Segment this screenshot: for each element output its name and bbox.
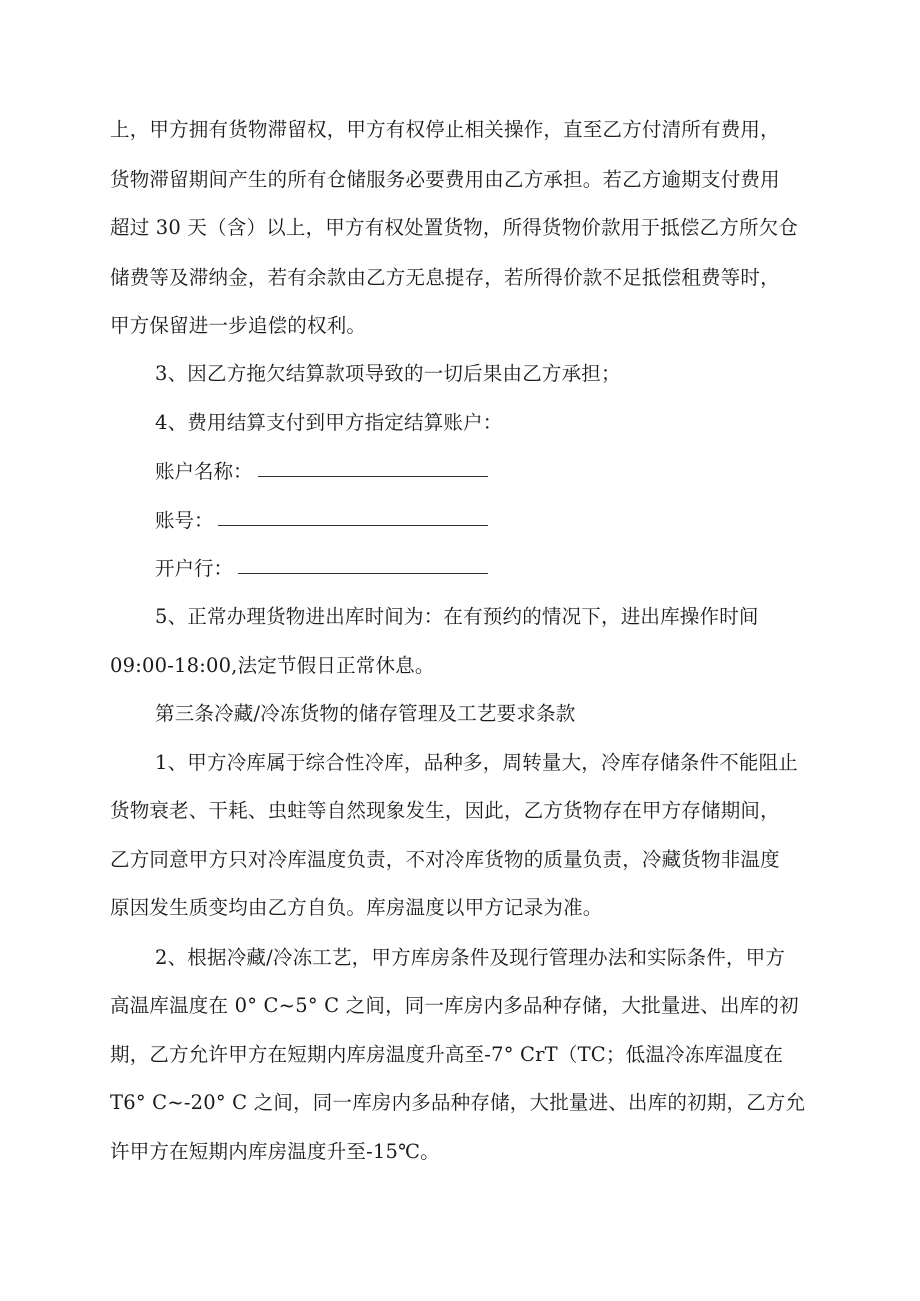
account-number-label: 账号： [155, 509, 214, 532]
article-3-item-2-line: T6° C~-20° C 之间，同一库房内多品种存储，大批量进、出库的初期，乙方允 [110, 1091, 806, 1114]
clause-item-5-line: 09:00-18:00,法定节假日正常休息。 [110, 654, 435, 677]
clause-item-3: 3、因乙方拖欠结算款项导致的一切后果由乙方承担； [155, 362, 621, 385]
clause-item-5-line: 5、正常办理货物进出库时间为：在有预约的情况下，进出库操作时间 [155, 605, 759, 628]
article-3-title: 第三条冷藏/冷冻货物的储存管理及工艺要求条款 [155, 702, 576, 725]
paragraph-line: 货物滞留期间产生的所有仓储服务必要费用由乙方承担。若乙方逾期支付费用 [110, 168, 780, 191]
paragraph-line: 甲方保留进一步追偿的权利。 [110, 314, 367, 337]
account-number-blank [218, 525, 488, 526]
clause-item-4: 4、费用结算支付到甲方指定结算账户： [155, 411, 503, 434]
article-3-item-1-line: 货物衰老、干耗、虫蛀等自然现象发生，因此，乙方货物存在甲方存储期间， [110, 799, 780, 822]
bank-blank [238, 573, 488, 574]
bank-label: 开户行： [155, 557, 234, 580]
account-name-blank [258, 476, 488, 477]
article-3-item-1-line: 原因发生质变均由乙方自负。库房温度以甲方记录为准。 [110, 896, 603, 919]
paragraph-line: 储费等及滞纳金，若有余款由乙方无息提存，若所得价款不足抵偿租费等时， [110, 266, 780, 289]
paragraph-line: 上，甲方拥有货物滞留权，甲方有权停止相关操作，直至乙方付清所有费用， [110, 118, 780, 141]
account-name-label: 账户名称： [155, 460, 253, 483]
article-3-item-2-line: 许甲方在短期内库房温度升至-15℃。 [110, 1140, 440, 1163]
article-3-item-1-line: 乙方同意甲方只对冷库温度负责，不对冷库货物的质量负责，冷藏货物非温度 [110, 848, 780, 871]
article-3-item-2-line: 高温库温度在 0° C~5° C 之间，同一库房内多品种存储，大批量进、出库的初 [110, 994, 799, 1017]
paragraph-line: 超过 30 天（含）以上，甲方有权处置货物，所得货物价款用于抵偿乙方所欠仓 [110, 216, 799, 239]
article-3-item-1-line: 1、甲方冷库属于综合性冷库，品种多，周转量大，冷库存储条件不能阻止 [155, 751, 799, 774]
article-3-item-2-line: 期，乙方允许甲方在短期内库房温度升高至-7° CrT（TC；低温冷冻库温度在 [110, 1043, 784, 1066]
article-3-item-2-line: 2、根据冷藏/冷冻工艺，甲方库房条件及现行管理办法和实际条件，甲方 [155, 946, 786, 969]
